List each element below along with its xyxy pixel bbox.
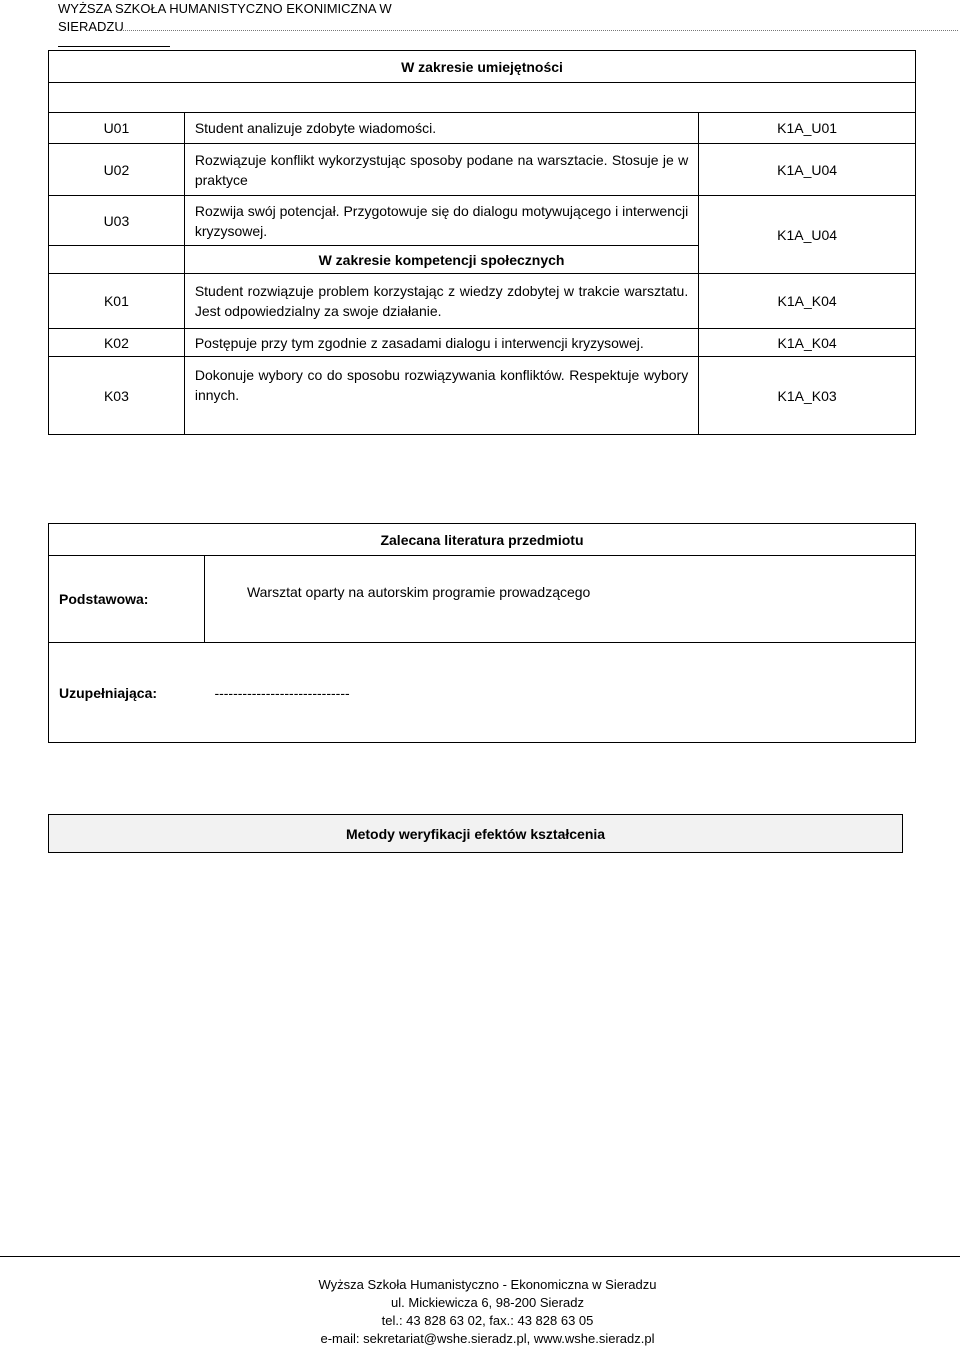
outcome-text: Rozwija swój potencjał. Przygotowuje się do dialogu motywującego i interwencji kryzysowej. [184, 196, 698, 246]
footer-line-4: e-mail: sekretariat@wshe.sieradz.pl, www.wshe.sieradz.pl [320, 1331, 655, 1346]
outcome-code: K03 [49, 357, 185, 435]
footer-line-3: tel.: 43 828 63 02, fax.: 43 828 63 05 [381, 1313, 594, 1328]
outcome-code: K02 [49, 329, 185, 357]
literature-heading: Zalecana literatura przedmiotu [49, 524, 916, 556]
outcome-effect: K1A_K03 [699, 357, 916, 435]
learning-outcomes-table [48, 50, 916, 435]
outcome-text: Student analizuje zdobyte wiadomości. [184, 113, 698, 144]
outcome-text: Dokonuje wybory co do sposobu rozwiązywania konfliktów. Respektuje wybory innych. [184, 357, 698, 435]
outcome-effect: K1A_K04 [699, 274, 916, 329]
outcome-code: K01 [49, 274, 185, 329]
footer-line-1: Wyższa Szkoła Humanistyczno - Ekonomiczna w Sieradzu [318, 1277, 657, 1292]
outcome-code: U03 [49, 196, 185, 246]
competences-heading: W zakresie kompetencji społecznych [184, 246, 698, 274]
empty-row [49, 83, 916, 113]
outcome-effect: K1A_U01 [699, 113, 916, 144]
page-footer [0, 1276, 960, 1348]
verification-table [48, 814, 903, 853]
header-dotted-rule [118, 30, 958, 31]
basic-literature-label: Podstawowa: [49, 556, 205, 643]
footer-line-2: ul. Mickiewicza 6, 98-200 Sieradz [391, 1295, 584, 1310]
outcome-code: U01 [49, 113, 185, 144]
header-line-1: WYŻSZA SZKOŁA HUMANISTYCZNO EKONIMICZNA W [58, 1, 392, 16]
outcome-code: U02 [49, 144, 185, 196]
header-line-2: SIERADZU [58, 19, 124, 34]
basic-literature-value: Warsztat oparty na autorskim programie prowadzącego [204, 556, 915, 643]
footer-rule [0, 1256, 960, 1257]
outcome-effect: K1A_U04 [699, 196, 916, 274]
outcome-text: Rozwiązuje konflikt wykorzystując sposoby podane na warsztacie. Stosuje je w praktyce [184, 144, 698, 196]
verification-heading: Metody weryfikacji efektów kształcenia [49, 815, 903, 853]
outcome-text: Student rozwiązuje problem korzystając z wiedzy zdobytej w trakcie warsztatu. Jest odpowiedzialny za swoje działanie. [184, 274, 698, 329]
outcome-text: Postępuje przy tym zgodnie z zasadami dialogu i interwencji kryzysowej. [184, 329, 698, 357]
supplementary-literature-value: ----------------------------- [204, 643, 915, 743]
header-underline [58, 46, 170, 47]
supplementary-literature-label: Uzupełniająca: [49, 643, 205, 743]
skills-heading: W zakresie umiejętności [49, 51, 916, 83]
outcome-effect: K1A_U04 [699, 144, 916, 196]
literature-table [48, 523, 916, 743]
outcome-effect: K1A_K04 [699, 329, 916, 357]
